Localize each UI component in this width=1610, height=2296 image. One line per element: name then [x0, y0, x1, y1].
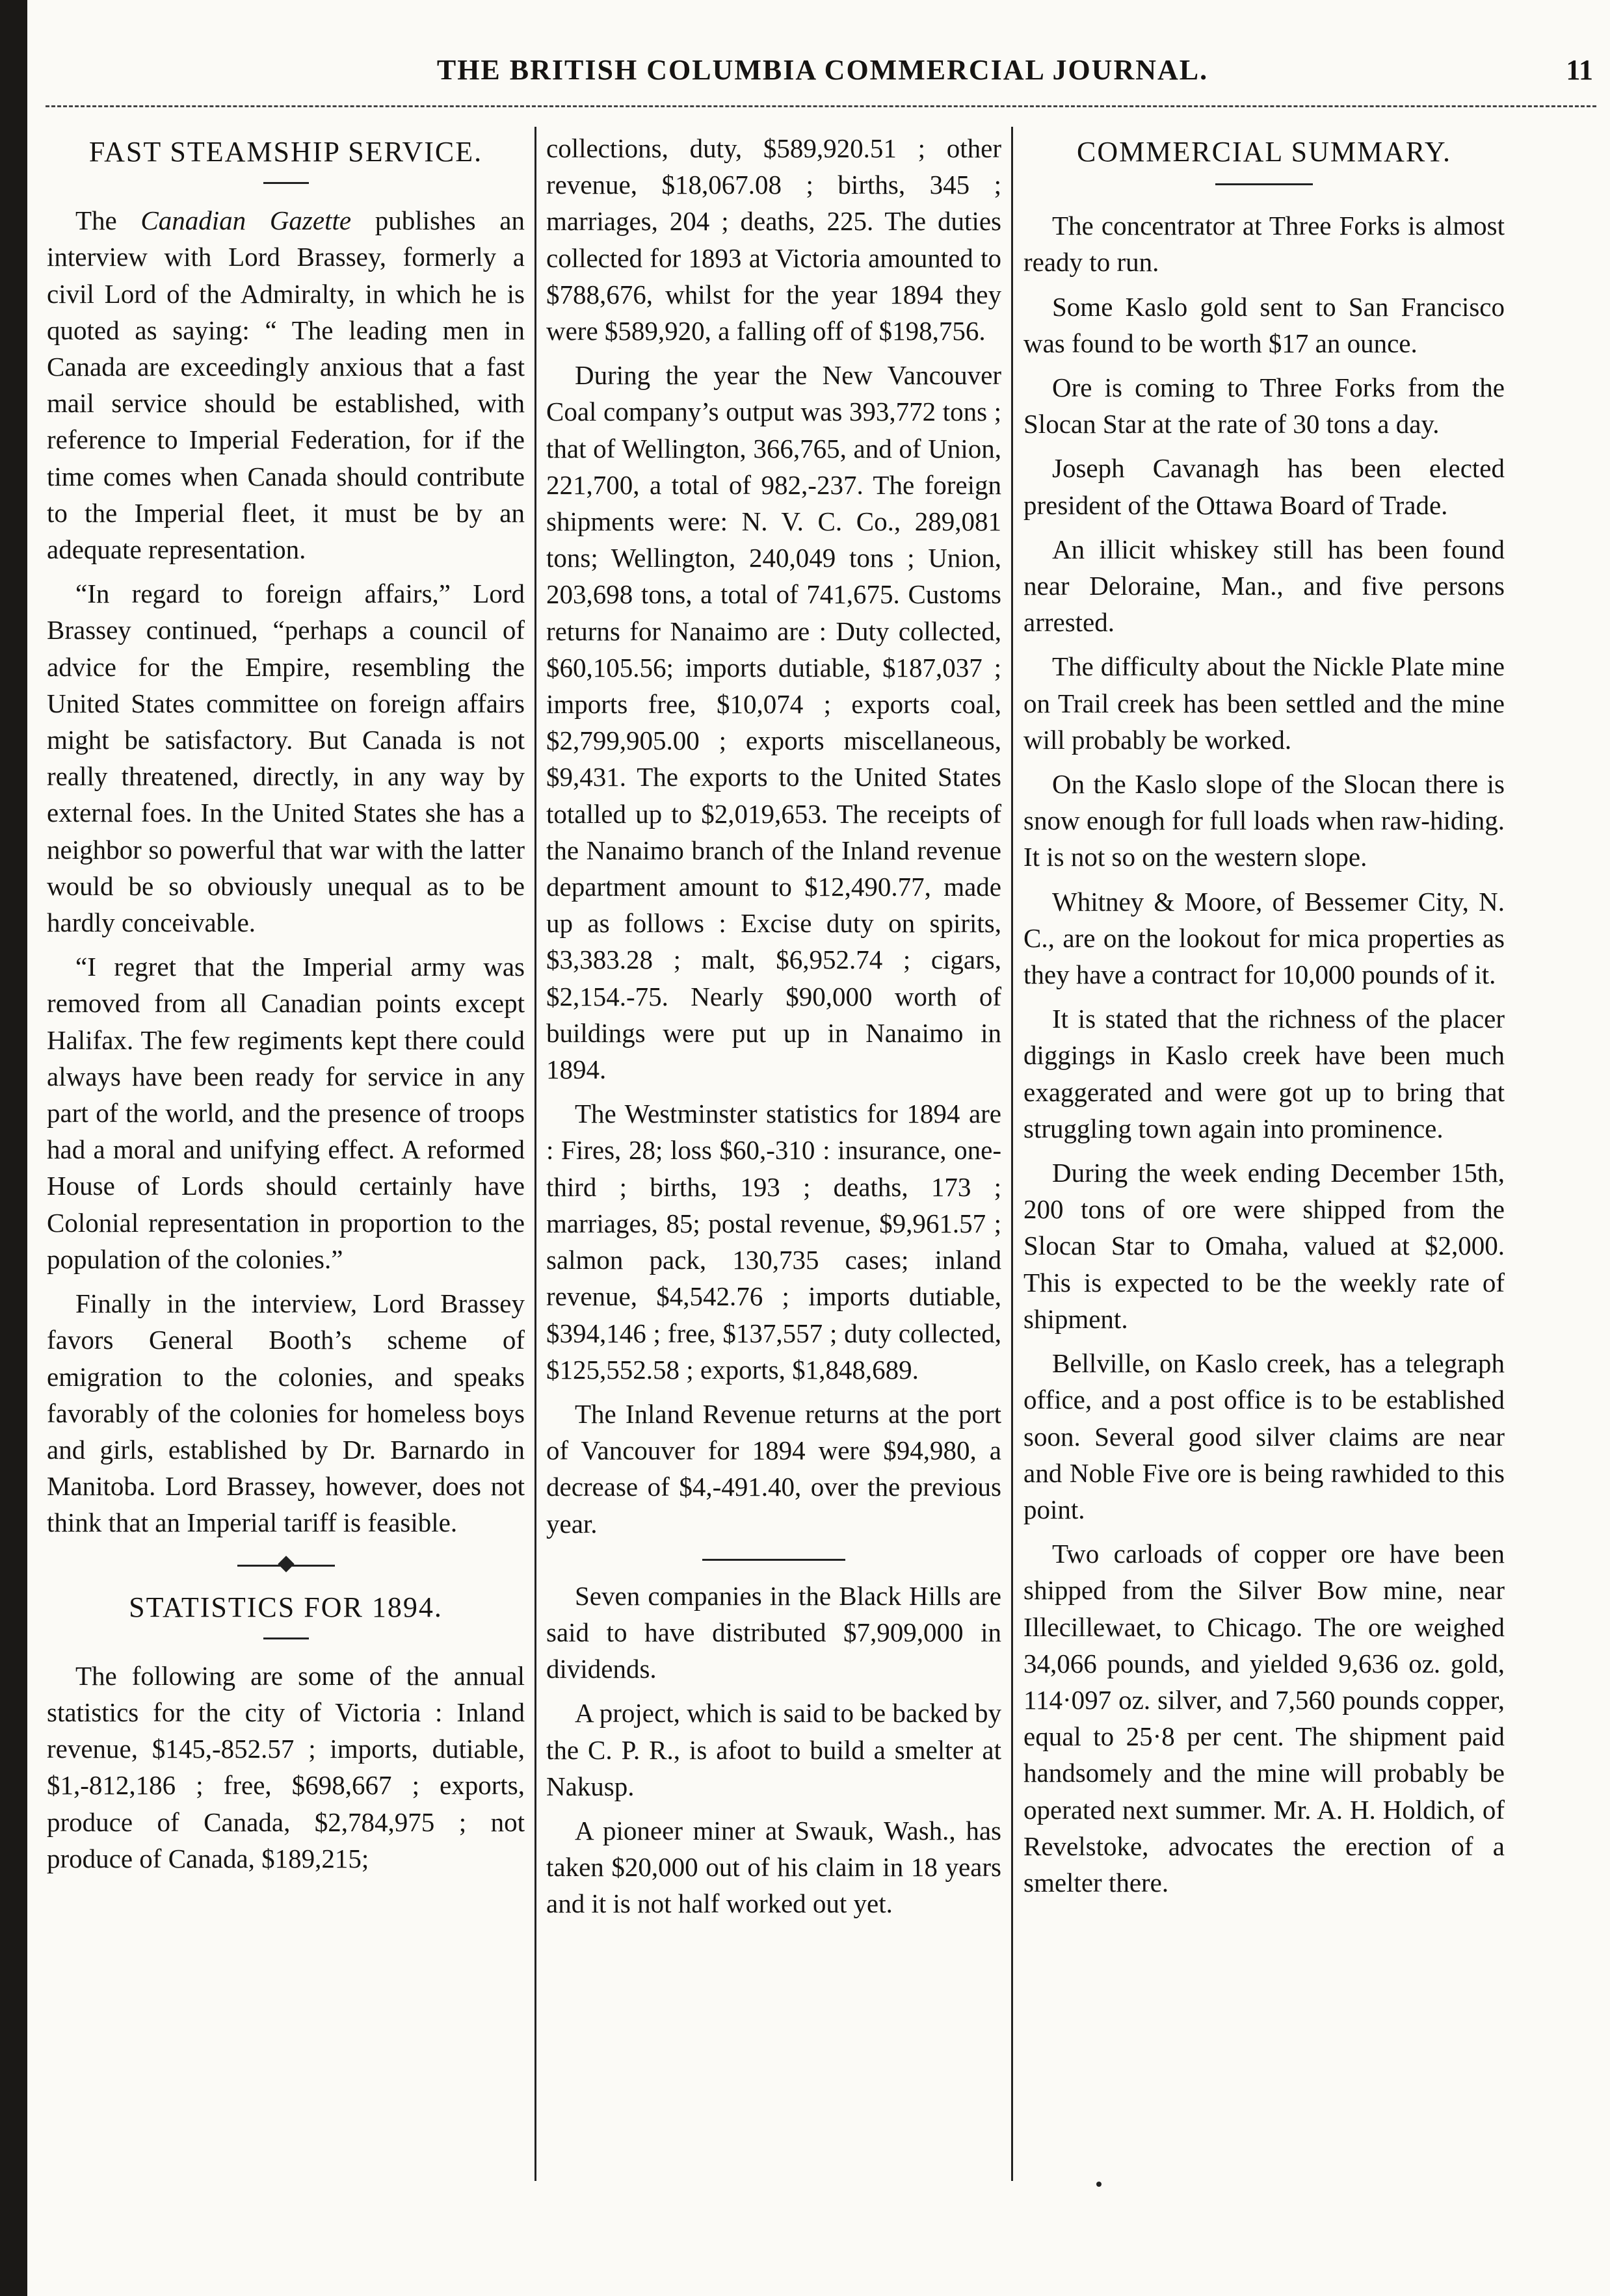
news-item: A project, which is said to be backed by the C. P. R., is afoot to build a smelter at Nakusp.: [546, 1698, 1001, 1801]
article-heading-commercial-summary: COMMERCIAL SUMMARY.: [1077, 136, 1451, 168]
article-paragraph: “In regard to foreign affairs,” Lord Brassey continued, “perhaps a council of advice for the Empire, resembling the United States committee on foreign affairs might be satisfactory. But Canada is not really threatened, directly, in any way by external foes. In the United States she has a neighbor so powerful that war with the latter would be so obviously unequal as to be hardly conceivable.: [47, 579, 525, 938]
heading-rule: [263, 1637, 309, 1639]
article-heading-fast-steamship: FAST STEAMSHIP SERVICE.: [88, 136, 483, 168]
news-item: The difficulty about the Nickle Plate mine on Trail creek has been settled and the mine will probably be worked.: [1023, 651, 1505, 755]
news-item: An illicit whiskey still has been found near Deloraine, Man., and five persons arrested.: [1023, 534, 1505, 638]
news-item: Joseph Cavanagh has been elected president of the Ottawa Board of Trade.: [1023, 453, 1505, 520]
news-item: A pioneer miner at Swauk, Wash., has taken $20,000 out of his claim in 18 years and it is not half worked out yet.: [546, 1815, 1001, 1919]
news-item: Two carloads of copper ore have been shipped from the Silver Bow mine, near Illecillewaet, to Chicago. The ore weighed 34,066 pounds, and yielded 9,636 oz. gold, 114·097 oz. silver, and 7,560 pounds copper, equal to 25·8 per cent. The shipment paid handsomely and the mine will probably be operated next summer. Mr. A. H. Holdich, of Revelstoke, advocates the erection of a smelter there.: [1023, 1539, 1505, 1898]
column-2: [546, 130, 1001, 1922]
header-rule: [46, 105, 1596, 107]
article-paragraph: The Inland Revenue returns at the port of Vancouver for 1894 were $94,980, a decrease of $4,-491.40, over the previous year.: [546, 1398, 1001, 1539]
heading-rule: [1215, 183, 1313, 185]
article-paragraph: “I regret that the Imperial army was removed from all Canadian points except Halifax. The few regiments kept there could always have been ready for service in any part of the world, and the presence of troops had a moral and unifying effect. A reformed House of Lords should certainly have Colonial representation in proportion to the population of the colonies.”: [47, 952, 525, 1274]
journal-title: THE BRITISH COLUMBIA COMMERCIAL JOURNAL.: [436, 54, 1209, 86]
news-item: On the Kaslo slope of the Slocan there is snow enough for full loads when raw-hiding. It is not so on the western slope.: [1023, 769, 1505, 872]
heading-rule: [263, 182, 309, 184]
article-paragraph: The Westminster statistics for 1894 are : Fires, 28; loss $60,-310 : insurance, one-third ; births, 193 ; deaths, 173 ; marriages, 85; postal revenue, $9,961.57 ; salmon pack, 130,735 cases; inland revenue, $4,542.76 ; imports dutiable, $394,146 ; free, $137,557 ; duty collected, $125,552.58 ; exports, $1,848,689.: [546, 1099, 1001, 1385]
article-heading-statistics: STATISTICS FOR 1894.: [129, 1591, 443, 1623]
paragraph-text: publishes an interview with Lord Brassey, formerly a civil Lord of the Admiralty, in which he is quoted as saying: “ The leading men in Canada are exceedingly anxious that a fast mail service should be established, with reference to Imperial Federation, for if the time comes when Canada should contribute to the Imperial fleet, it must be by an adequate representation.: [47, 205, 525, 565]
running-head: [52, 53, 1593, 105]
news-item: Bellville, on Kaslo creek, has a telegraph office, and a post office is to be established soon. Several good silver claims are near and Noble Five ore is being rawhided to this point.: [1023, 1348, 1505, 1524]
section-ornament: [47, 1556, 525, 1575]
print-speck: [1096, 2182, 1102, 2187]
column-divider-2: [1011, 127, 1013, 2181]
column-3: [1023, 130, 1505, 1901]
news-item: Ore is coming to Three Forks from the Slocan Star at the rate of 30 tons a day.: [1023, 372, 1505, 439]
news-item: Seven companies in the Black Hills are said to have distributed $7,909,000 in dividends.: [546, 1580, 1001, 1684]
news-item: Some Kaslo gold sent to San Francisco was found to be worth $17 an ounce.: [1023, 291, 1505, 358]
ornament-diamond-icon: [278, 1556, 294, 1572]
article-paragraph: Finally in the interview, Lord Brassey favors General Booth’s scheme of emigration to the colonies, and speaks favorably of the colonies for homeless boys and girls, established by Dr. Barnardo in Manitoba. Lord Brassey, however, does not think that an Imperial tariff is feasible.: [47, 1288, 525, 1538]
page-number: 11: [1566, 54, 1593, 86]
column-divider-1: [534, 127, 536, 2181]
news-item: The concentrator at Three Forks is almost ready to run.: [1023, 211, 1505, 278]
article-paragraph: During the year the New Vancouver Coal company’s output was 393,772 tons ; that of Wellington, 366,765, and of Union, 221,700, a total of 982,-237. The foreign shipments were: N. V. C. Co., 289,081 tons; Wellington, 240,049 tons ; Union, 203,698 tons, a total of 741,675. Customs returns for Nanaimo are : Duty collected, $60,105.56; imports dutiable, $187,037 ; imports free, $10,074 ; exports coal, $2,799,905.00 ; exports miscellaneous, $9,431. The exports to the United States totalled up to $2,019,653. The receipts of the Nanaimo branch of the Inland revenue department amount to $12,490.77, made up as follows : Excise duty on spirits, $3,383.28 ; malt, $6,952.74 ; cigars, $2,154.-75. Nearly $90,000 worth of buildings were put up in Nanaimo in 1894.: [546, 360, 1001, 1085]
news-item: Whitney & Moore, of Bessemer City, N. C., are on the lookout for mica properties as they have a contract for 10,000 pounds of it.: [1023, 886, 1505, 990]
news-item: It is stated that the richness of the placer diggings in Kaslo creek have been much exaggerated and were got up to bring that struggling town again into prominence.: [1023, 1004, 1505, 1143]
newspaper-name: Canadian Gazette: [140, 205, 352, 236]
page-binding-edge: [0, 0, 27, 2296]
column-1: [47, 130, 525, 1877]
news-item: During the week ending December 15th, 200 tons of ore were shipped from the Slocan Star to Omaha, valued at $2,000. This is expected to be the weekly rate of shipment.: [1023, 1158, 1505, 1334]
article-paragraph: [47, 202, 525, 567]
paragraph-lead: The: [75, 205, 141, 236]
article-paragraph: The following are some of the annual statistics for the city of Victoria : Inland revenue, $145,-852.57 ; imports, dutiable, $1,-812,186 ; free, $698,667 ; exports, produce of Canada, $2,784,975 ; not produce of Canada, $189,215;: [47, 1660, 525, 1873]
section-rule: [702, 1559, 845, 1561]
article-paragraph: collections, duty, $589,920.51 ; other revenue, $18,067.08 ; births, 345 ; marriages, 204 ; deaths, 225. The duties collected for 1893 at Victoria amounted to $788,676, whilst for the year 1894 they were $589,920, a falling off of $198,756.: [546, 133, 1001, 346]
